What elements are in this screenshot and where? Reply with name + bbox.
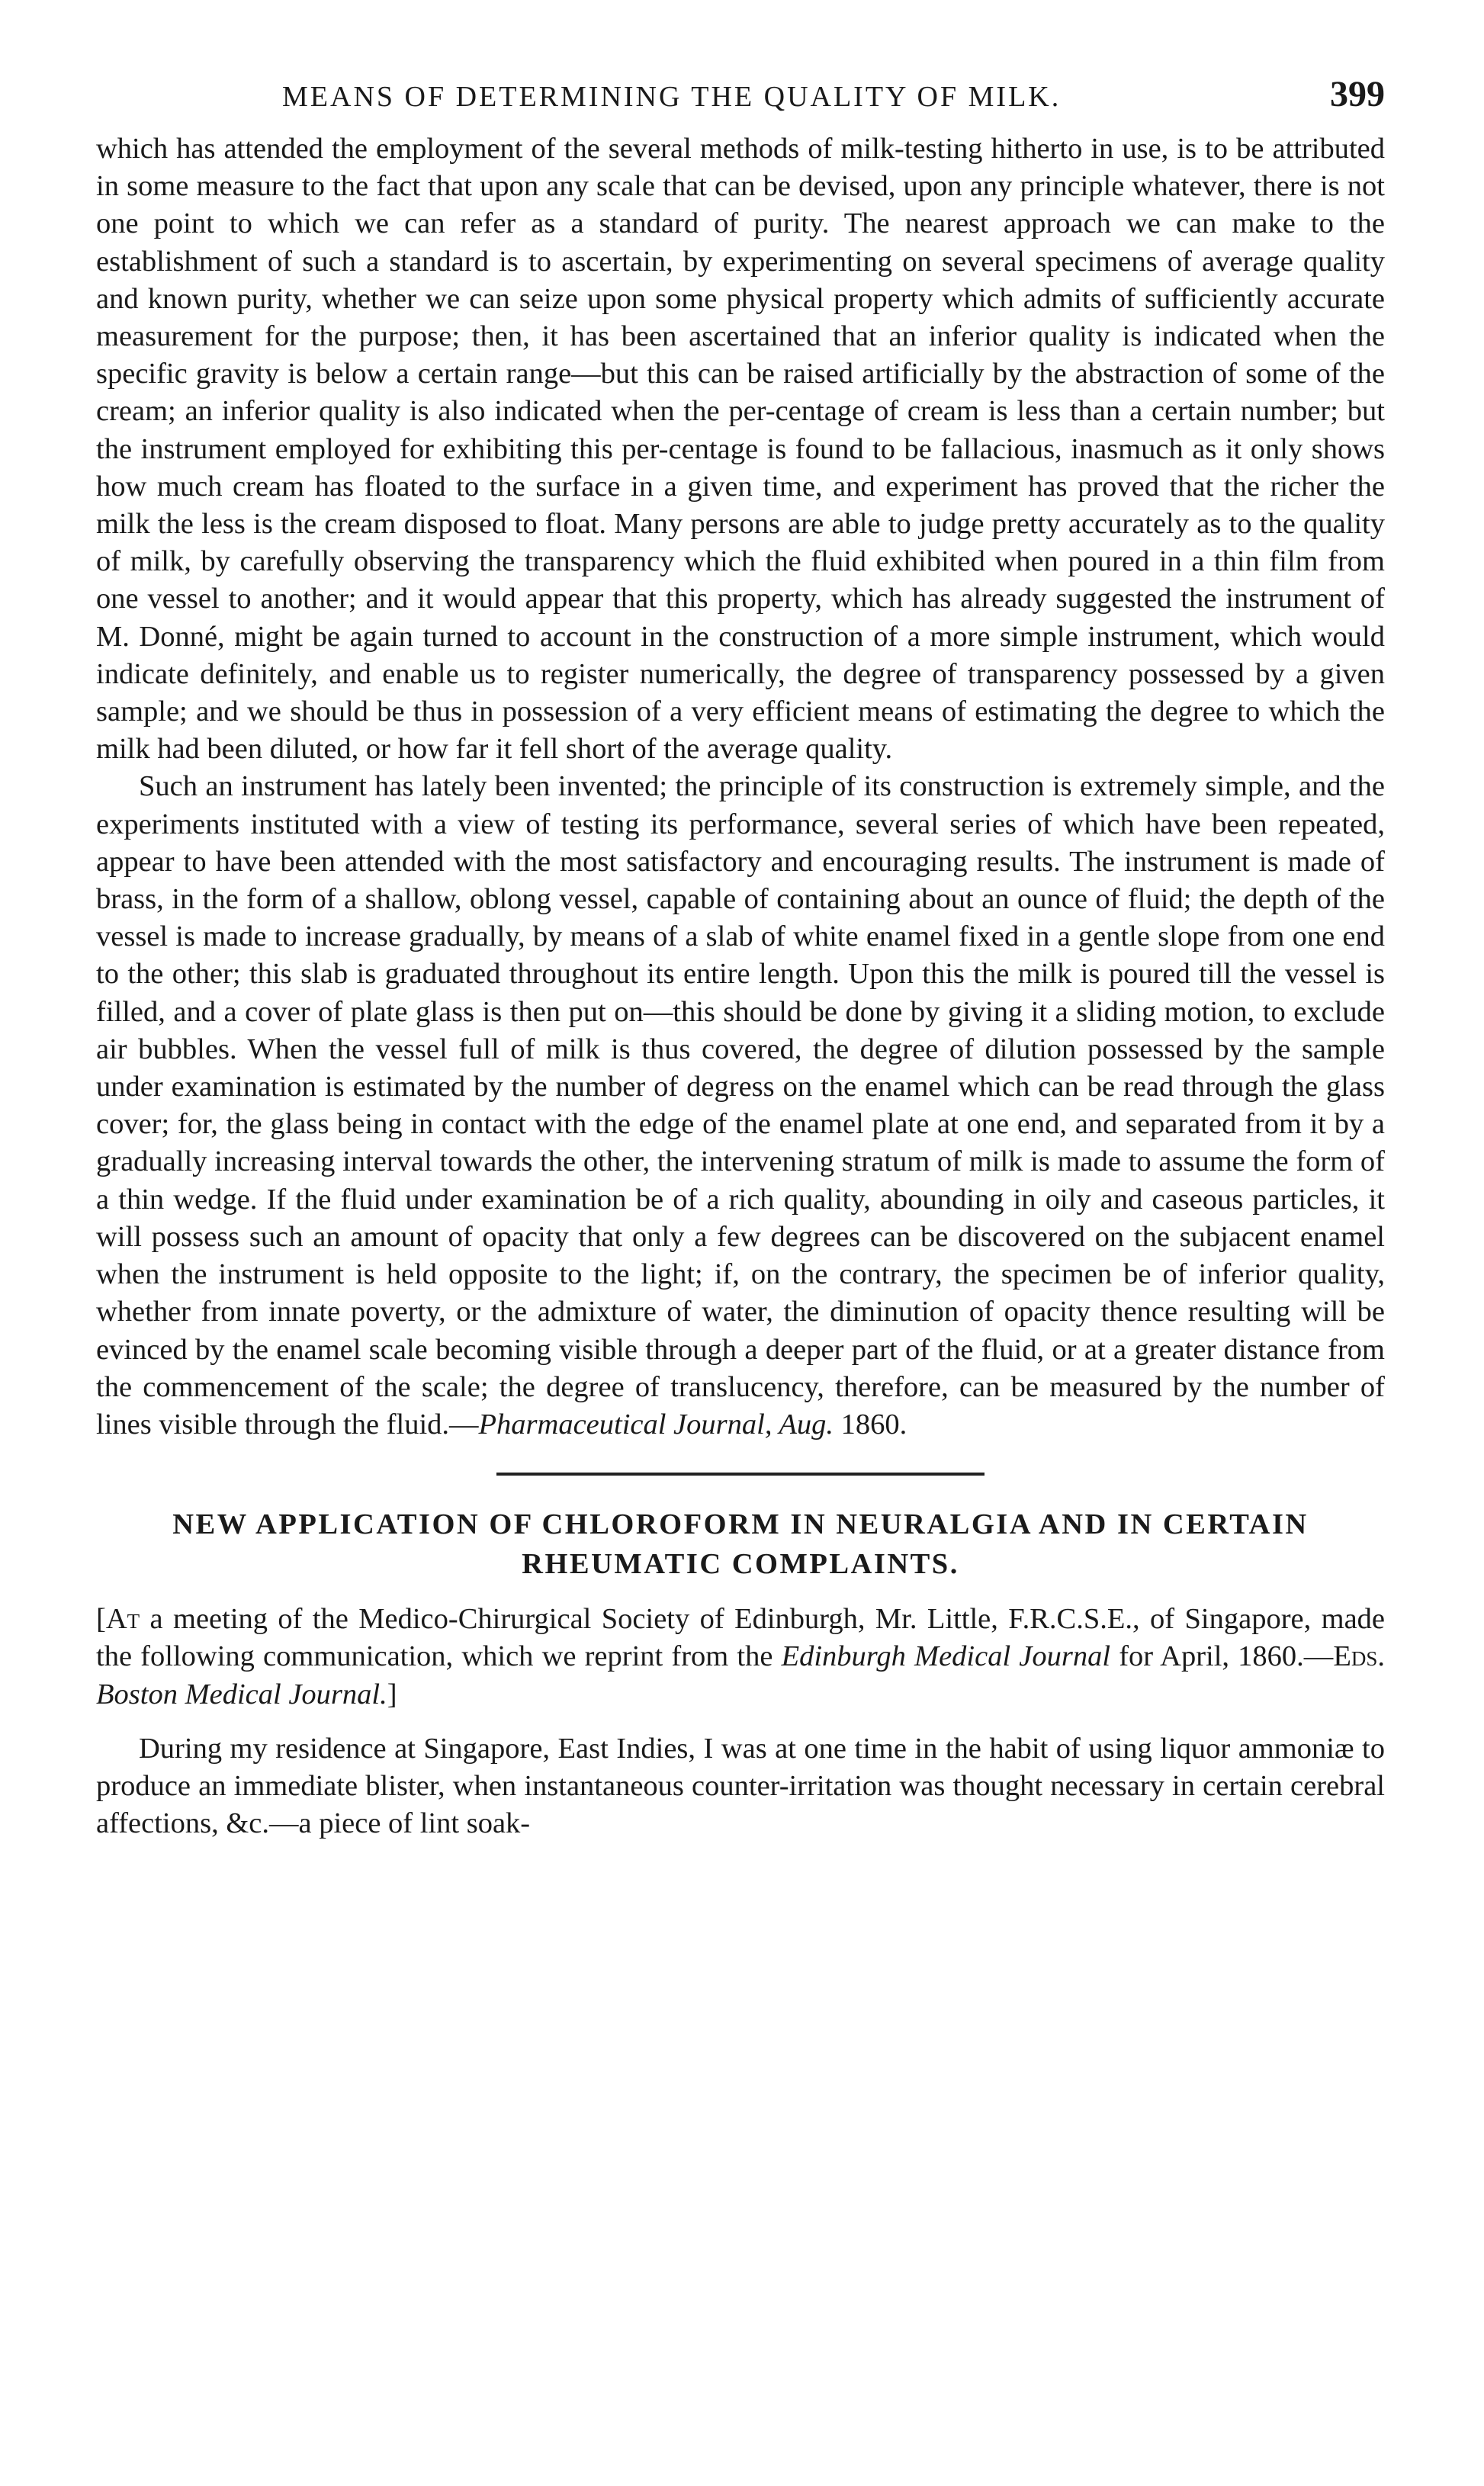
citation-source: Pharmaceutical Journal, Aug. [478, 1408, 834, 1441]
citation-dash: — [449, 1408, 479, 1441]
note-journal: Edinburgh Medical Journal [781, 1640, 1111, 1673]
article1-paragraph-1: which has attended the employment of the several methods of milk-testing hitherto in use, is to be attributed in some measure to the fact that upon any scale that can be devised, upon any principle whatever, there is not one point to which we can refer as a standard of purity. The nearest approach we can make to the establishment of such a standard is to ascertain, by experimenting on several specimens of average quality and known purity, whether we can seize upon some physical property which admits of sufficiently accurate measurement for the purpose; then, it has been ascertained that an inferior quality is indicated when the specific gravity is below a certain range—but this can be raised artificially by the abstraction of some of the cream; an inferior quality is also indicated when the per-centage of cream is less than a certain number; but the instrument employed for exhibiting this per-centage is found to be fallacious, inasmuch as it only shows how much cream has floated to the surface in a given time, and experiment has proved that the richer the milk the less is the cream disposed to float. Many persons are able to judge pretty accurately as to the quality of milk, by carefully observing the transparency which the fluid exhibited when poured in a thin film from one vessel to another; and it would appear that this property, which has already suggested the instrument of M. Donné, might be again turned to account in the construction of a more simple instrument, which would indicate definitely, and enable us to register numerically, the degree of transparency possessed by a given sample; and we should be thus in possession of a very efficient means of estimating the degree to which the milk had been diluted, or how far it fell short of the average quality. [96, 133, 1385, 766]
running-head [282, 73, 1385, 115]
note-close-bracket: ] [387, 1678, 397, 1710]
note-eds: Eds. [1333, 1640, 1385, 1673]
article2-paragraph-1: During my residence at Singapore, East Indies, I was at one time in the habit of using liquor ammoniæ to produce an immediate blister, when instantaneous counter-irritation was thought necessary in certain cerebral affections, &c.—a piece of lint soak- [96, 1732, 1385, 1840]
article2-title: NEW APPLICATION OF CHLOROFORM IN NEURALGIA AND IN CERTAIN RHEUMATIC COMPLAINTS. [172, 1508, 1309, 1581]
article1-paragraph-2 [96, 768, 1385, 1444]
citation-year: 1860. [834, 1408, 907, 1441]
note-text: a meeting of the Medico-Chirurgical Society of Edinburgh, Mr. Little, F.R.C.S.E., of Singapore, made the following communication, which we reprint from the [96, 1603, 1385, 1673]
note-text-2: for April, 1860.— [1110, 1640, 1334, 1673]
section-divider [496, 1473, 985, 1476]
note-open-bracket: [ [96, 1603, 106, 1636]
running-title: MEANS OF DETERMINING THE QUALITY OF MILK. [282, 81, 1062, 113]
article1-paragraph-2-text: Such an instrument has lately been invented; the principle of its construction is extremely simple, and the experiments instituted with a view of testing its performance, several series of which have been repeated, appear to have been attended with the most satisfactory and encouraging results. The instrument is made of brass, in the form of a shallow, oblong vessel, capable of containing about an ounce of fluid; the depth of the vessel is made to increase gradually, by means of a slab of white enamel fixed in a gentle slope from one end to the other; this slab is graduated throughout its entire length. Upon this the milk is poured till the vessel is filled, and a cover of plate glass is then put on—this should be done by giving it a sliding motion, to exclude air bubbles. When the vessel full of milk is thus covered, the degree of dilution possessed by the sample under examination is estimated by the number of degress on the enamel which can be read through the glass cover; for, the glass being in contact with the edge of the enamel plate at one end, and separated from it by a gradually increasing interval towards the other, the intervening stratum of milk is made to assume the form of a thin wedge. If the fluid under examination be of a rich quality, abounding in oily and caseous particles, it will possess such an amount of opacity that only a few degrees can be discovered on the subjacent enamel when the instrument is held opposite to the light; if, on the contrary, the specimen be of inferior quality, whether from innate poverty, or the admixture of water, the diminution of opacity thence resulting will be evinced by the enamel scale becoming visible through a deeper part of the fluid, or at a greater distance from the commencement of the scale; the degree of translucency, therefore, can be measured by the number of lines visible through the fluid. [96, 770, 1385, 1441]
editor-note [96, 1601, 1385, 1714]
note-at: At [105, 1603, 140, 1636]
note-source: Boston Medical Journal. [96, 1678, 387, 1710]
page-number: 399 [1330, 74, 1385, 114]
